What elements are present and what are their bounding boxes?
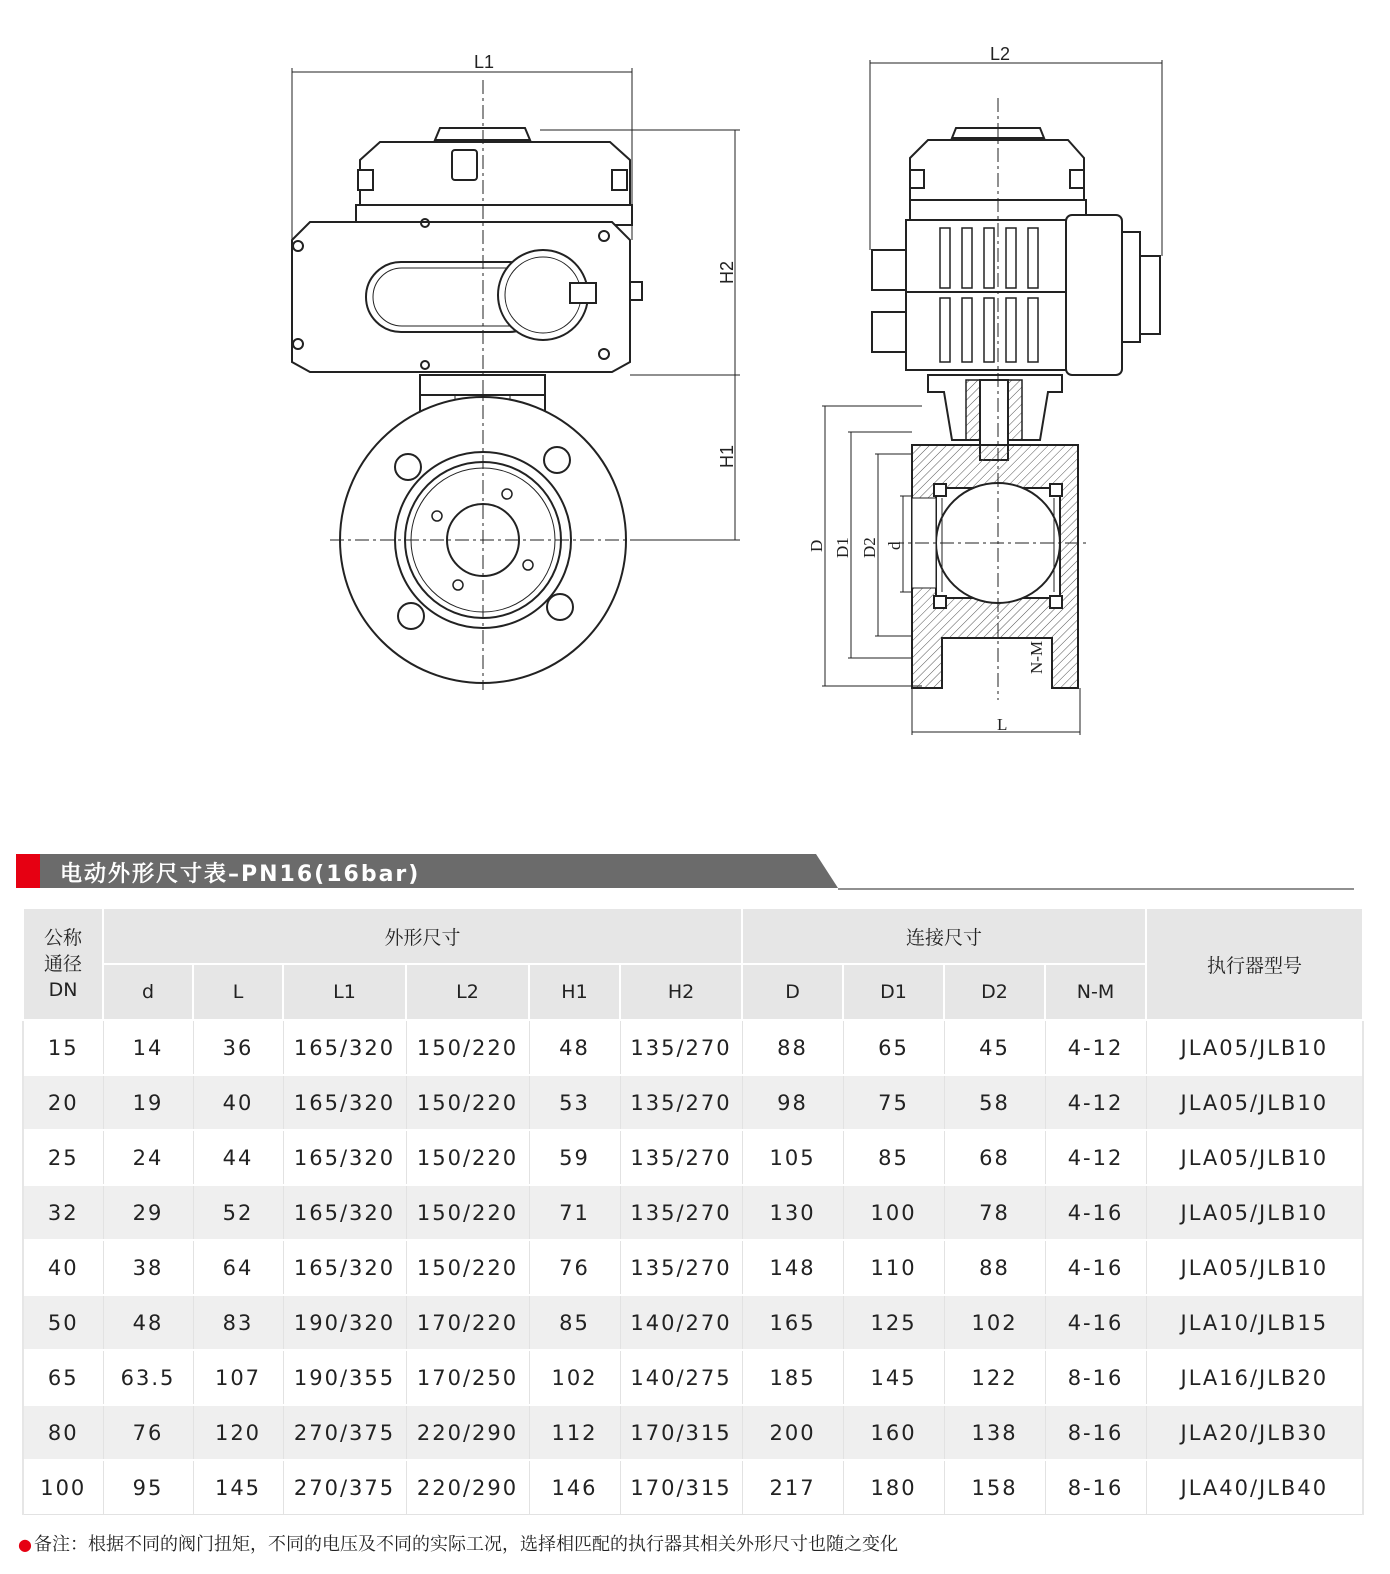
table-cell: 65 (23, 1350, 103, 1405)
dim-label-h1: H1 (717, 444, 737, 468)
table-row (23, 1295, 1363, 1350)
table-cell: 160 (843, 1405, 944, 1460)
section-title-bar (16, 852, 1356, 894)
section-title: 电动外形尺寸表–PN16(16bar) (60, 862, 421, 887)
table-cell: 120 (193, 1405, 283, 1460)
footnote-text: 备注：根据不同的阀门扭矩，不同的电压及不同的实际工况，选择相匹配的执行器其相关外形尺寸也随之变化 (33, 1534, 898, 1555)
table-cell: 150/220 (406, 1240, 529, 1295)
table-cell: 125 (843, 1295, 944, 1350)
table-cell: 40 (193, 1075, 283, 1130)
table-cell: 220/290 (406, 1460, 529, 1515)
table-cell: 165/320 (283, 1240, 406, 1295)
table-cell: JLA05/JLB10 (1146, 1130, 1363, 1185)
table-cell: 15 (23, 1020, 103, 1075)
table-cell: 36 (193, 1020, 283, 1075)
header-dn-label: 公称 通径 DN (43, 927, 82, 1001)
header-dn (23, 908, 103, 1020)
side-view-drawing (822, 60, 1162, 735)
table-cell: 165/320 (283, 1020, 406, 1075)
table-cell: 4-16 (1045, 1185, 1146, 1240)
table-cell: 170/315 (620, 1405, 742, 1460)
table-cell: 145 (193, 1460, 283, 1515)
table-cell: 150/220 (406, 1020, 529, 1075)
table-cell: JLA16/JLB20 (1146, 1350, 1363, 1405)
dim-label-l1: L1 (474, 52, 495, 72)
table-cell: 165/320 (283, 1130, 406, 1185)
table-cell: 270/375 (283, 1405, 406, 1460)
table-cell: 220/290 (406, 1405, 529, 1460)
header-connection: 连接尺寸 (742, 908, 1146, 964)
table-cell: 88 (944, 1240, 1045, 1295)
col-header-flange-d: D (742, 964, 843, 1020)
dim-label-nm: N-M (1027, 640, 1046, 674)
col-header-h1: H1 (529, 964, 620, 1020)
table-cell: 100 (843, 1185, 944, 1240)
table-cell: 185 (742, 1350, 843, 1405)
table-cell: 180 (843, 1460, 944, 1515)
table-cell: JLA10/JLB15 (1146, 1295, 1363, 1350)
table-cell: 85 (843, 1130, 944, 1185)
table-cell: 150/220 (406, 1185, 529, 1240)
table-cell: 122 (944, 1350, 1045, 1405)
table-cell: 59 (529, 1130, 620, 1185)
table-cell: 25 (23, 1130, 103, 1185)
table-cell: 48 (103, 1295, 193, 1350)
table-cell: 95 (103, 1460, 193, 1515)
table-cell: JLA05/JLB10 (1146, 1185, 1363, 1240)
table-cell: 170/220 (406, 1295, 529, 1350)
col-header-l: L (193, 964, 283, 1020)
table-cell: 135/270 (620, 1240, 742, 1295)
table-cell: 63.5 (103, 1350, 193, 1405)
dim-label-h2: H2 (717, 260, 737, 284)
table-cell: 85 (529, 1295, 620, 1350)
front-view-drawing (292, 68, 740, 690)
table-cell: 29 (103, 1185, 193, 1240)
table-row (23, 1020, 1363, 1075)
dim-label-l2: L2 (990, 44, 1011, 64)
table-row (23, 1185, 1363, 1240)
table-cell: 32 (23, 1185, 103, 1240)
table-cell: 158 (944, 1460, 1045, 1515)
header-actuator: 执行器型号 (1146, 908, 1363, 1020)
table-cell: 78 (944, 1185, 1045, 1240)
table-cell: 65 (843, 1020, 944, 1075)
table-cell: 48 (529, 1020, 620, 1075)
dim-label-d1: D1 (833, 537, 852, 558)
table-cell: 20 (23, 1075, 103, 1130)
table-cell: 135/270 (620, 1075, 742, 1130)
table-cell: JLA05/JLB10 (1146, 1240, 1363, 1295)
table-cell: 148 (742, 1240, 843, 1295)
table-cell: 170/315 (620, 1460, 742, 1515)
table-cell: 71 (529, 1185, 620, 1240)
table-row (23, 1405, 1363, 1460)
table-cell: 170/250 (406, 1350, 529, 1405)
dim-label-l: L (997, 715, 1008, 734)
table-cell: 98 (742, 1075, 843, 1130)
table-cell: 4-12 (1045, 1075, 1146, 1130)
table-cell: 14 (103, 1020, 193, 1075)
table-cell: 75 (843, 1075, 944, 1130)
table-cell: 44 (193, 1130, 283, 1185)
col-header-l2: L2 (406, 964, 529, 1020)
table-cell: 130 (742, 1185, 843, 1240)
table-cell: 135/270 (620, 1185, 742, 1240)
dim-label-d-outer: D (807, 539, 826, 552)
table-cell: 4-16 (1045, 1240, 1146, 1295)
table-cell: 4-12 (1045, 1130, 1146, 1185)
table-cell: 135/270 (620, 1130, 742, 1185)
table-cell: 45 (944, 1020, 1045, 1075)
table-cell: 64 (193, 1240, 283, 1295)
table-cell: 19 (103, 1075, 193, 1130)
table-cell: 76 (529, 1240, 620, 1295)
table-cell: 88 (742, 1020, 843, 1075)
header-outline: 外形尺寸 (103, 908, 742, 964)
table-cell: 8-16 (1045, 1350, 1146, 1405)
table-cell: 140/275 (620, 1350, 742, 1405)
table-cell: 110 (843, 1240, 944, 1295)
table-cell: 217 (742, 1460, 843, 1515)
table-cell: 8-16 (1045, 1405, 1146, 1460)
table-cell: JLA20/JLB30 (1146, 1405, 1363, 1460)
table-cell: 190/355 (283, 1350, 406, 1405)
dimension-table (22, 907, 1364, 1515)
col-header-d1: D1 (843, 964, 944, 1020)
col-header-h2: H2 (620, 964, 742, 1020)
table-cell: 100 (23, 1460, 103, 1515)
dim-label-d2: D2 (860, 537, 879, 558)
footnote (18, 1530, 898, 1556)
col-header-d: d (103, 964, 193, 1020)
table-cell: 53 (529, 1075, 620, 1130)
table-cell: 200 (742, 1405, 843, 1460)
table-cell: 4-12 (1045, 1020, 1146, 1075)
table-cell: 270/375 (283, 1460, 406, 1515)
table-cell: JLA05/JLB10 (1146, 1075, 1363, 1130)
table-cell: 8-16 (1045, 1460, 1146, 1515)
table-cell: 165 (742, 1295, 843, 1350)
table-cell: 76 (103, 1405, 193, 1460)
table-cell: 105 (742, 1130, 843, 1185)
table-cell: 24 (103, 1130, 193, 1185)
table-cell: 150/220 (406, 1075, 529, 1130)
table-cell: 165/320 (283, 1075, 406, 1130)
table-row (23, 1240, 1363, 1295)
table-cell: 40 (23, 1240, 103, 1295)
table-cell: 4-16 (1045, 1295, 1146, 1350)
table-row (23, 1075, 1363, 1130)
table-row (23, 1350, 1363, 1405)
table-cell: 140/270 (620, 1295, 742, 1350)
table-cell: 50 (23, 1295, 103, 1350)
table-cell: 138 (944, 1405, 1045, 1460)
bullet-dot-icon: ● (18, 1535, 32, 1554)
table-cell: 146 (529, 1460, 620, 1515)
col-header-l1: L1 (283, 964, 406, 1020)
table-cell: 145 (843, 1350, 944, 1405)
table-cell: 150/220 (406, 1130, 529, 1185)
table-cell: 135/270 (620, 1020, 742, 1075)
col-header-d2: D2 (944, 964, 1045, 1020)
table-cell: JLA40/JLB40 (1146, 1460, 1363, 1515)
table-cell: 190/320 (283, 1295, 406, 1350)
table-cell: 52 (193, 1185, 283, 1240)
table-cell: 112 (529, 1405, 620, 1460)
table-cell: 68 (944, 1130, 1045, 1185)
table-row (23, 1460, 1363, 1515)
table-cell: 38 (103, 1240, 193, 1295)
table-cell: 102 (529, 1350, 620, 1405)
table-cell: 58 (944, 1075, 1045, 1130)
table-cell: 83 (193, 1295, 283, 1350)
table-cell: 102 (944, 1295, 1045, 1350)
dim-label-d-bore: d (885, 541, 904, 550)
table-cell: 80 (23, 1405, 103, 1460)
table-row (23, 1130, 1363, 1185)
table-cell: 107 (193, 1350, 283, 1405)
table-cell: JLA05/JLB10 (1146, 1020, 1363, 1075)
table-body (23, 1020, 1363, 1515)
col-header-nm: N-M (1045, 964, 1146, 1020)
table-cell: 165/320 (283, 1185, 406, 1240)
